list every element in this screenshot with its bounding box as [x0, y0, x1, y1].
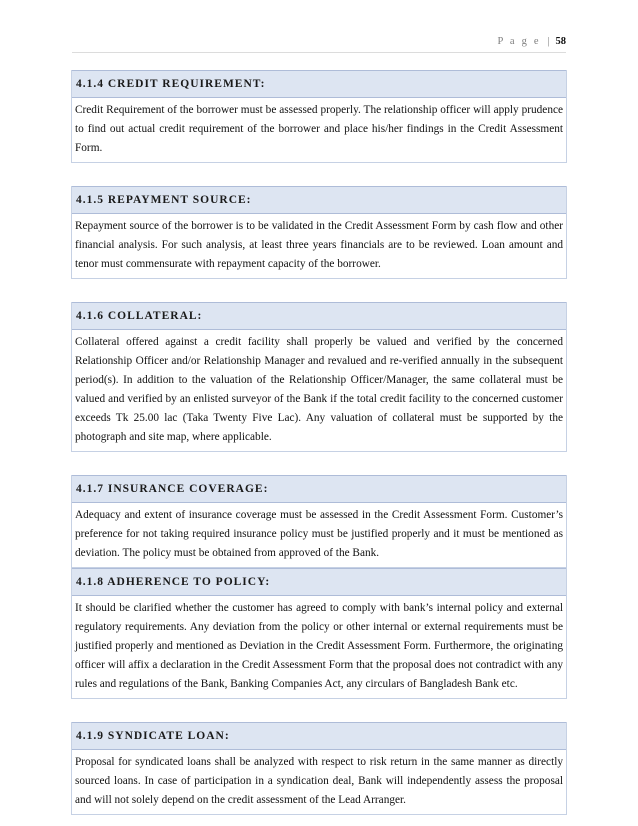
- page-number: 58: [555, 36, 566, 47]
- section-syndicate-loan: [71, 722, 567, 815]
- section-body: It should be clarified whether the customer has agreed to comply with bank’s internal policy and external regulatory requirements. Any deviation from the policy or other internal or external requirements must be justified properly and mentioned as Deviation in the Credit Assessment Form. Furthermore, the originating officer will affix a declaration in the Credit Assessment Form that the proposal does not contradict with any rules and regulations of the Bank, Banking Companies Act, any circulars of Bangladesh Bank etc.: [75, 602, 563, 690]
- section-heading: 4.1.5 REPAYMENT SOURCE:: [72, 186, 566, 214]
- section-body: Credit Requirement of the borrower must be assessed properly. The relationship officer will apply prudence to find out actual credit requirement of the borrower and place his/her findings in the Credit Assessment Form.: [75, 104, 563, 154]
- section-insurance-coverage: [71, 475, 567, 568]
- section-credit-requirement: [71, 70, 567, 163]
- section-body: Proposal for syndicated loans shall be analyzed with respect to risk return in the same manner as directly sourced loans. In case of participation in a syndication deal, Bank will independently assess the proposal and will not solely depend on the credit assessment of the Lead Arranger.: [75, 756, 563, 806]
- section-heading: 4.1.6 COLLATERAL:: [72, 302, 566, 330]
- page-label: P a g e: [497, 36, 541, 47]
- section-heading: 4.1.9 SYNDICATE LOAN:: [72, 722, 566, 750]
- section-gap: [71, 279, 567, 302]
- section-gap: [71, 452, 567, 475]
- section-heading: 4.1.4 CREDIT REQUIREMENT:: [72, 70, 566, 98]
- section-body: Collateral offered against a credit facility shall properly be valued and verified by the concerned Relationship Officer and/or Relationship Manager and revalued and re-verified annually in the subsequent period(s). In addition to the valuation of the Relationship Officer/Manager, the same collateral must be valued and verified by an enlisted surveyor of the Bank if the total credit facility to the concerned customer exceeds Tk 25.00 lac (Taka Twenty Five Lac). Any valuation of collateral must be supported by the photograph and site map, where applicable.: [75, 336, 563, 443]
- section-gap: [71, 163, 567, 186]
- page-separator: |: [547, 36, 550, 47]
- section-collateral: [71, 302, 567, 452]
- section-heading: 4.1.7 INSURANCE COVERAGE:: [72, 475, 566, 503]
- section-repayment-source: [71, 186, 567, 279]
- section-adherence-to-policy: [71, 568, 567, 699]
- section-body: Repayment source of the borrower is to be validated in the Credit Assessment Form by cash flow and other financial analysis. For such analysis, at least three years financials are to be reviewed. Loan amount and tenor must commensurate with repayment capacity of the borrower.: [75, 220, 563, 270]
- page-header: [497, 36, 566, 47]
- header-rule: [72, 52, 566, 53]
- section-heading: 4.1.8 ADHERENCE TO POLICY:: [72, 568, 566, 596]
- section-gap: [71, 699, 567, 722]
- section-body: Adequacy and extent of insurance coverage must be assessed in the Credit Assessment Form. Customer’s preference for not taking required insurance policy must be justified properly and it must be mentioned as deviation. The policy must be obtained from approved of the Bank.: [75, 509, 563, 559]
- document-content: [71, 70, 567, 815]
